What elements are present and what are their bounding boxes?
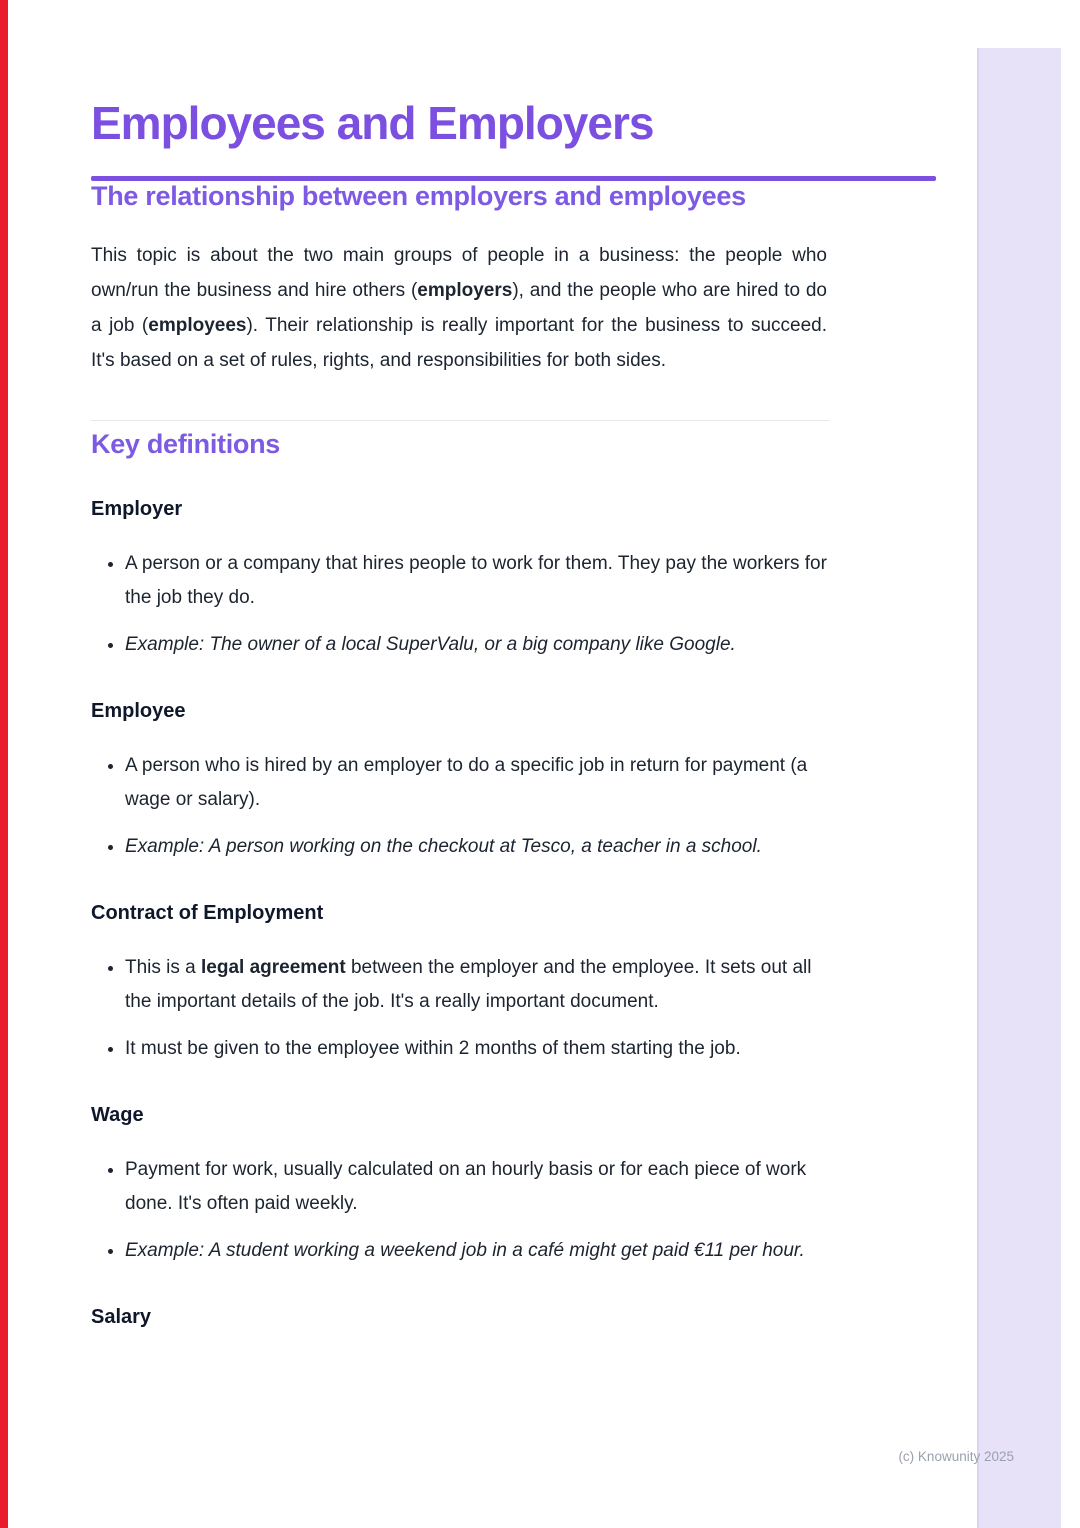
right-lavender-strip [977, 48, 1061, 1528]
section-heading-key-definitions: Key definitions [91, 428, 281, 459]
bullet-item-example: • Example: A student working a weekend job in a café might get paid €11 per hour. [125, 1234, 827, 1268]
employer-bullet-list [91, 547, 827, 662]
bullet-item-example: • Example: A person working on the checkout at Tesco, a teacher in a school. [125, 830, 827, 864]
section-heading-relationship: The relationship between employers and employees [91, 180, 746, 211]
intro-text-part: ), and the people who are hired to do a job ( [91, 279, 827, 336]
left-red-accent-bar [0, 0, 8, 1528]
contract-bullet-list [91, 951, 827, 1066]
bullet-item: • It must be given to the employee within 2 months of them starting the job. [125, 1032, 827, 1066]
intro-bold-employers: employers [417, 279, 513, 301]
bullet-item: • Payment for work, usually calculated on an hourly basis or for each piece of work done. It's often paid weekly. [125, 1153, 827, 1221]
bullet-item: • A person who is hired by an employer to do a specific job in return for payment (a wage or salary). [125, 749, 827, 817]
term-heading-employee: Employee [91, 699, 186, 722]
bullet-item-example: • Example: The owner of a local SuperValu, or a big company like Google. [125, 628, 827, 662]
bullet-bold-legal-agreement: legal agreement [201, 956, 346, 978]
bullet-item: • A person or a company that hires people to work for them. They pay the workers for the job they do. [125, 547, 827, 615]
bullet-text-part: between the employer and the employee. It sets out all the important details of the job. It's a really important document. [125, 956, 812, 1012]
bullet-item [125, 951, 827, 1019]
term-heading-employer: Employer [91, 497, 183, 520]
document-content [91, 97, 827, 1355]
section-divider [91, 420, 830, 421]
bullet-text-part: This is a [125, 956, 202, 978]
intro-paragraph [91, 238, 827, 378]
term-heading-wage: Wage [91, 1103, 144, 1126]
term-heading-salary: Salary [91, 1305, 152, 1328]
intro-text-part: ). Their relationship is really important for the business to succeed. It's based on a set of rules, rights, and responsibilities for both sides. [91, 314, 827, 371]
copyright-notice: (c) Knowunity 2025 [898, 1449, 1014, 1464]
term-heading-contract-of-employment: Contract of Employment [91, 901, 324, 924]
intro-text-part: This topic is about the two main groups of people in a business: the people who own/run the business and hire others ( [91, 244, 827, 301]
employee-bullet-list [91, 749, 827, 864]
wage-bullet-list [91, 1153, 827, 1268]
page-title: Employees and Employers [91, 97, 654, 149]
intro-bold-employees: employees [148, 314, 247, 336]
